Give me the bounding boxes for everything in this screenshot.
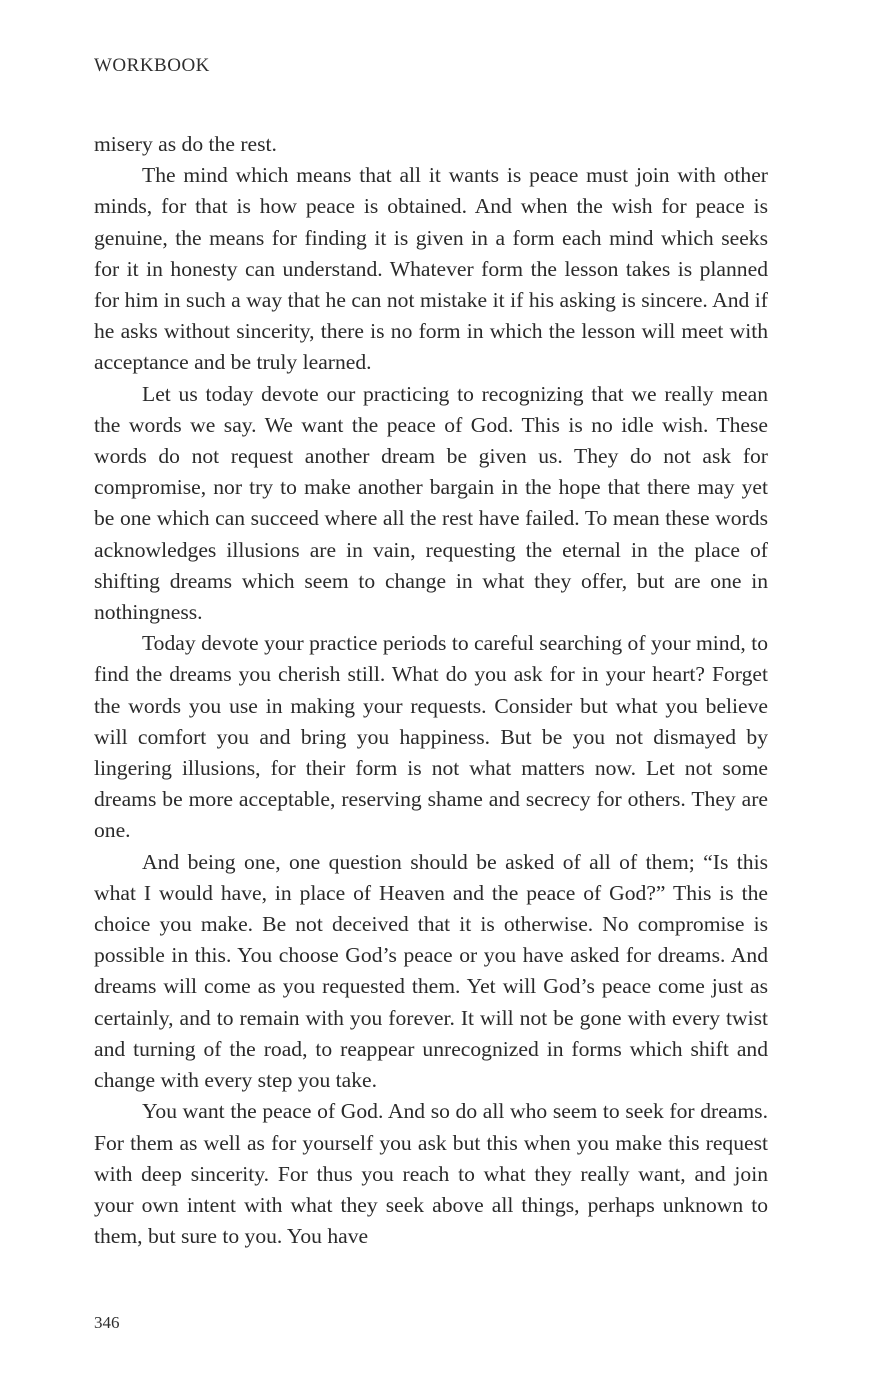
paragraph: You want the peace of God. And so do all who seem to seek for dreams. For them as well as for yourself you ask but this when you make this request with deep sincerity. For thus you reach to what they really want, and join your own intent with what they seek above all things, perhaps unknown to them, but sure to you. You have bbox=[94, 1099, 768, 1249]
page-body bbox=[94, 129, 768, 1252]
paragraph-continued: misery as do the rest. bbox=[94, 132, 277, 156]
page-number: 346 bbox=[94, 1313, 120, 1332]
running-head: WORKBOOK bbox=[94, 55, 210, 76]
paragraph: The mind which means that all it wants is peace must join with other minds, for that is how peace is obtained. And when the wish for peace is genuine, the means for finding it is given in a form each mind which seeks for it in honesty can understand. Whatever form the lesson takes is planned for him in such a way that he can not mistake it if his asking is sincere. And if he asks without sincerity, there is no form in which the lesson will meet with acceptance and be truly learned. bbox=[94, 163, 768, 375]
paragraph: Today devote your practice periods to careful searching of your mind, to find the dreams you cherish still. What do you ask for in your heart? Forget the words you use in making your requests. Consider but what you believe will comfort you and bring you happiness. But be you not dismayed by lingering illusions, for their form is not what matters now. Let not some dreams be more acceptable, reserving shame and secrecy for others. They are one. bbox=[94, 631, 768, 843]
paragraph: And being one, one question should be asked of all of them; “Is this what I would have, in place of Heaven and the peace of God?” This is the choice you make. Be not deceived that it is otherwise. No compromise is possible in this. You choose God’s peace or you have asked for dreams. And dreams will come as you requested them. Yet will God’s peace come just as certainly, and to remain with you forever. It will not be gone with every twist and turning of the road, to reappear unrecognized in forms which shift and change with every step you take. bbox=[94, 849, 768, 1093]
paragraph: Let us today devote our practicing to recognizing that we really mean the words we say. We want the peace of God. This is no idle wish. These words do not request another dream be given us. They do not ask for compromise, nor try to make another bargain in the hope that there may yet be one which can succeed where all the rest have failed. To mean these words acknowledges illusions are in vain, requesting the eternal in the place of shifting dreams which seem to change in what they offer, but are one in nothingness. bbox=[94, 381, 768, 625]
